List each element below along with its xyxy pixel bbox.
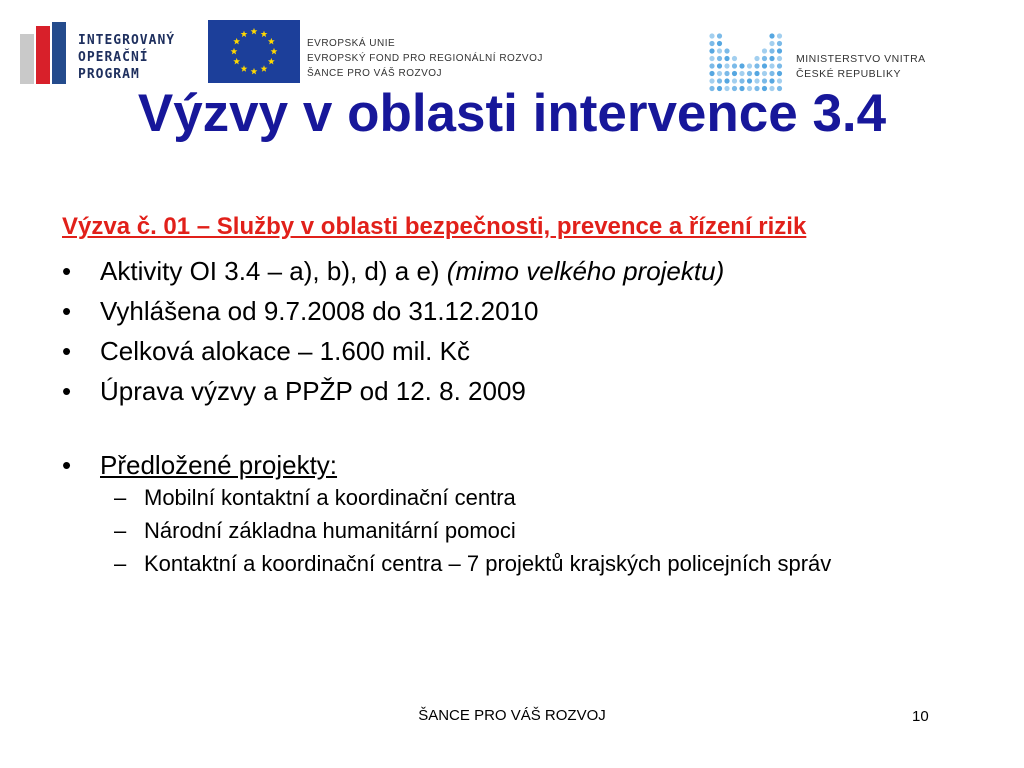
eu-star-icon bbox=[233, 38, 240, 45]
project-item bbox=[62, 551, 964, 576]
eu-star-icon bbox=[268, 58, 275, 65]
iop-logo bbox=[20, 22, 190, 84]
ministry-dot-icon bbox=[777, 41, 782, 46]
bullet-list bbox=[62, 251, 962, 485]
bullet-spacer bbox=[62, 411, 962, 445]
project-text: Mobilní kontaktní a koordinační centra bbox=[144, 485, 516, 510]
slide-title: Výzvy v oblasti intervence 3.4 bbox=[137, 84, 887, 143]
eu-star-icon bbox=[251, 28, 258, 35]
bullet-text: Úprava výzvy a PPŽP od 12. 8. 2009 bbox=[100, 376, 526, 406]
iop-logo-line-2: OPERAČNÍ bbox=[78, 50, 149, 65]
ministry-dot-icon bbox=[769, 71, 774, 76]
ministry-dot-icon bbox=[777, 48, 782, 53]
bullet-item-amendment bbox=[62, 371, 962, 411]
ministry-dot-icon bbox=[709, 33, 714, 38]
ministry-dot-icon bbox=[732, 63, 737, 68]
project-list bbox=[62, 485, 962, 576]
ministry-dot-icon bbox=[754, 71, 759, 76]
bullet-glyph: • bbox=[62, 296, 72, 326]
project-text: Národní základna humanitární pomoci bbox=[144, 518, 516, 543]
ministry-logo-text bbox=[796, 52, 926, 82]
call-heading: Výzva č. 01 – Služby v oblasti bezpečnosti, prevence a řízení rizik bbox=[62, 213, 807, 240]
ministry-dot-icon bbox=[762, 48, 767, 53]
ministry-dot-icon bbox=[724, 56, 729, 61]
dash-glyph: – bbox=[114, 518, 127, 543]
ministry-dot-icon bbox=[732, 56, 737, 61]
ministry-dot-icon bbox=[747, 71, 752, 76]
ministry-dot-icon bbox=[709, 48, 714, 53]
iop-logo-bar-gray bbox=[20, 34, 34, 84]
ministry-dot-icon bbox=[762, 56, 767, 61]
bullet-text: Celková alokace – 1.600 mil. Kč bbox=[100, 336, 470, 366]
bullet-glyph: • bbox=[62, 256, 72, 286]
ministry-dot-icon bbox=[769, 48, 774, 53]
iop-logo-bar-red bbox=[36, 26, 50, 84]
ministry-dot-icon bbox=[777, 56, 782, 61]
ministry-dot-icon bbox=[724, 71, 729, 76]
ministry-dot-icon bbox=[777, 63, 782, 68]
bullet-item-allocation bbox=[62, 331, 962, 371]
eu-flag-icon bbox=[208, 20, 300, 83]
project-text: Kontaktní a koordinační centra – 7 projektů krajských policejních správ bbox=[144, 551, 832, 576]
page-number: 10 bbox=[912, 708, 929, 725]
eu-line-2: EVROPSKÝ FOND PRO REGIONÁLNÍ ROZVOJ bbox=[307, 53, 543, 64]
ministry-dot-icon bbox=[717, 56, 722, 61]
ministry-dot-icon bbox=[777, 33, 782, 38]
ministry-dot-icon bbox=[739, 63, 744, 68]
slide-header bbox=[0, 0, 1024, 95]
eu-star-icon bbox=[261, 65, 268, 72]
ministry-dot-icon bbox=[754, 63, 759, 68]
iop-logo-text bbox=[78, 32, 175, 83]
slide-content bbox=[62, 213, 962, 584]
bullet-glyph: • bbox=[62, 336, 72, 366]
ministry-dot-icon bbox=[769, 63, 774, 68]
ministry-dot-icon bbox=[762, 71, 767, 76]
ministry-dot-icon bbox=[724, 48, 729, 53]
ministry-dot-icon bbox=[717, 48, 722, 53]
bullet-item-announced bbox=[62, 291, 962, 331]
ministry-dot-icon bbox=[709, 71, 714, 76]
eu-star-icon bbox=[268, 38, 275, 45]
ministry-dot-icon bbox=[754, 56, 759, 61]
eu-star-icon bbox=[231, 48, 238, 55]
eu-star-icon bbox=[233, 58, 240, 65]
ministry-dot-icon bbox=[747, 63, 752, 68]
ministry-dot-icon bbox=[709, 63, 714, 68]
eu-star-icon bbox=[261, 31, 268, 38]
dash-glyph: – bbox=[114, 551, 127, 576]
eu-line-3: ŠANCE PRO VÁŠ ROZVOJ bbox=[307, 68, 443, 79]
bullet-item-projects bbox=[62, 445, 962, 485]
eu-star-icon bbox=[251, 68, 258, 75]
dash-glyph: – bbox=[114, 485, 127, 510]
ministry-dot-icon bbox=[769, 56, 774, 61]
ministry-dot-icon bbox=[762, 63, 767, 68]
iop-logo-line-1: INTEGROVANÝ bbox=[78, 33, 176, 48]
bullet-glyph: • bbox=[62, 450, 72, 480]
ministry-line-1: MINISTERSTVO VNITRA bbox=[796, 53, 926, 65]
ministry-dot-icon bbox=[769, 33, 774, 38]
iop-logo-line-3: PROGRAM bbox=[78, 67, 140, 82]
eu-line-1: EVROPSKÁ UNIE bbox=[307, 38, 396, 49]
ministry-dot-icon bbox=[732, 71, 737, 76]
ministry-dot-icon bbox=[739, 71, 744, 76]
project-item bbox=[62, 485, 964, 510]
bullet-text: Aktivity OI 3.4 – a), b), d) a e) bbox=[100, 256, 447, 286]
ministry-dot-icon bbox=[777, 71, 782, 76]
ministry-dot-icon bbox=[717, 33, 722, 38]
bullet-item-activities bbox=[62, 251, 962, 291]
bullet-glyph: • bbox=[62, 376, 72, 406]
projects-heading: Předložené projekty: bbox=[100, 450, 338, 480]
project-item bbox=[62, 518, 964, 543]
ministry-line-2: ČESKÉ REPUBLIKY bbox=[796, 68, 901, 80]
ministry-dot-icon bbox=[709, 41, 714, 46]
ministry-dot-icon bbox=[717, 71, 722, 76]
eu-star-icon bbox=[241, 31, 248, 38]
eu-star-icon bbox=[271, 48, 278, 55]
ministry-dot-icon bbox=[769, 41, 774, 46]
eu-star-icon bbox=[241, 65, 248, 72]
ministry-dot-icon bbox=[717, 41, 722, 46]
iop-logo-bar-blue bbox=[52, 22, 66, 84]
footer-slogan: ŠANCE PRO VÁŠ ROZVOJ bbox=[418, 707, 606, 724]
bullet-italic-note: (mimo velkého projektu) bbox=[446, 256, 725, 286]
ministry-dot-icon bbox=[724, 63, 729, 68]
eu-stars-icon bbox=[208, 20, 300, 83]
bullet-text: Vyhlášena od 9.7.2008 do 31.12.2010 bbox=[100, 296, 539, 326]
ministry-dot-icon bbox=[709, 56, 714, 61]
ministry-dot-icon bbox=[717, 63, 722, 68]
eu-logo-text bbox=[307, 36, 543, 81]
